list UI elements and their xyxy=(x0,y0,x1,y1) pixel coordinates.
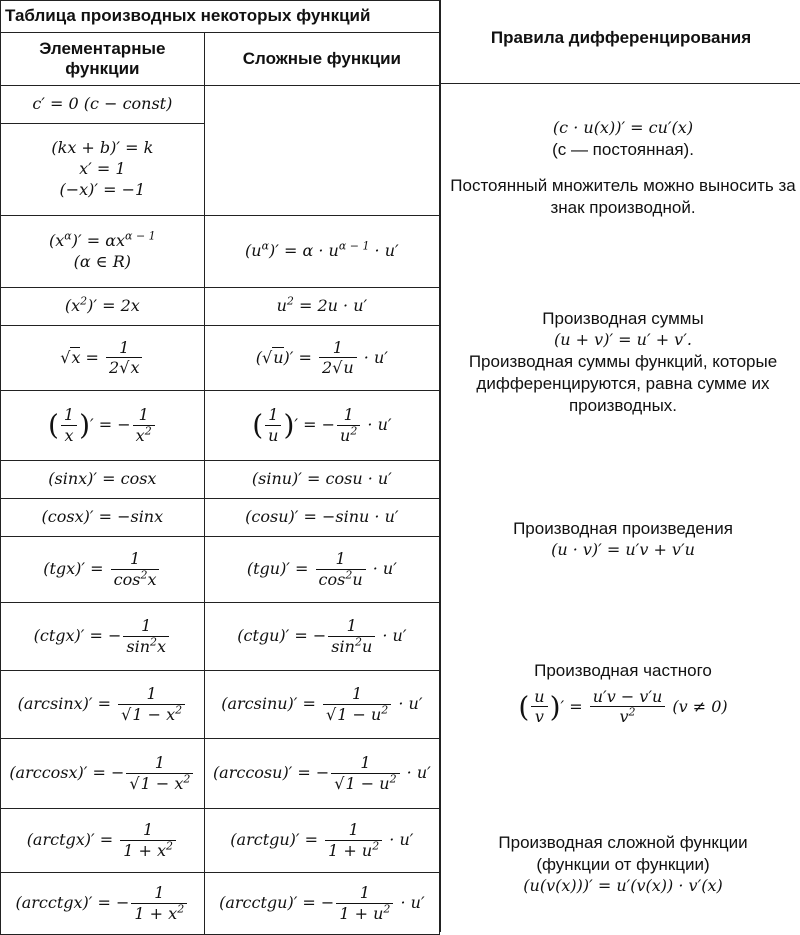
rule-product xyxy=(446,518,800,561)
table-title: Таблица производных некоторых функций xyxy=(1,1,440,33)
table-header-row xyxy=(1,33,440,86)
rule-sum-title: Производная суммы xyxy=(542,309,704,328)
formula-constant: c′ = 0 (c − const) xyxy=(1,86,205,124)
formula-arcctg: (arcctgx)′ = − $\frac{1}{1 + x^2}$ xyxy=(1,873,205,935)
table-row xyxy=(1,288,440,326)
rule-quotient xyxy=(446,660,800,727)
table-row xyxy=(1,873,440,935)
rule-constant-formula: (c · u(x))′ = cu′(x) xyxy=(552,118,694,137)
formula-power: $(x^\alpha)' = \alpha x^{\alpha - 1}$ (α ∈ R) xyxy=(1,216,205,288)
formula-arccos-complex: (arccosu)′ = − $\frac{1}{√1 - u^2}$ · u′ xyxy=(204,739,439,809)
formula-power-complex: $(u^\alpha)' = \alpha \cdot u^{\alpha - 1} \cdot u'$ xyxy=(204,216,439,288)
table-row xyxy=(1,461,440,499)
formula-sin: (sinx)′ = cosx xyxy=(1,461,205,499)
rule-constant-text: Постоянный множитель можно выносить за знак производной. xyxy=(450,175,796,217)
formula-tg: (tgx)′ = $\frac{1}{\cos^2x}$ xyxy=(1,537,205,603)
formula-cos: (cosx)′ = −sinx xyxy=(1,499,205,537)
table-row xyxy=(1,671,440,739)
formula-arccos: (arccosx)′ = − $\frac{1}{√1 - x^2}$ xyxy=(1,739,205,809)
header-complex: Сложные функции xyxy=(204,33,439,86)
rule-chain-title: Производная сложной функции (функции от функции) xyxy=(498,833,748,875)
formula-arcsin: (arcsinx)′ = $\frac{1}{√1 - x^2}$ xyxy=(1,671,205,739)
table-row xyxy=(1,216,440,288)
rule-chain-formula: (u(v(x)))′ = u′(v(x)) · v′(x) xyxy=(523,876,723,896)
rule-quotient-formula: ( $\frac{u}{v}$ )′ = $\frac{u'v - v'u}{v^2}$ (v ≠ 0) xyxy=(518,687,728,727)
rule-product-title: Производная произведения xyxy=(513,519,733,538)
table-row xyxy=(1,326,440,391)
empty-cell xyxy=(204,86,439,216)
formula-ctg: (ctgx)′ = − $\frac{1}{\sin^2x}$ xyxy=(1,603,205,671)
table-row xyxy=(1,809,440,873)
formula-reciprocal-complex: ( $\frac{1}{u}$ )′ = − $\frac{1}{u^2}$ · u′ xyxy=(204,391,439,461)
rule-constant-note: (c — постоянная). xyxy=(552,139,694,159)
rule-sum-formula: (u + v)′ = u′ + v′. xyxy=(554,330,692,350)
divider-horizontal xyxy=(440,83,800,84)
table-row xyxy=(1,86,440,124)
formula-tg-complex: (tgu)′ = $\frac{1}{\cos^2u}$ · u′ xyxy=(204,537,439,603)
quotient-numerator: u′v − v′u xyxy=(592,687,663,707)
rule-product-formula: (u · v)′ = u′v + v′u xyxy=(551,540,695,560)
formula-sqrt-complex: (√u)′ = $\frac{1}{2√u}$ · u′ xyxy=(204,326,439,391)
formula-square-complex: $u^2 = 2u \cdot u'$ xyxy=(204,288,439,326)
rules-header: Правила дифференцирования xyxy=(490,28,752,47)
formula-arctg: (arctgx)′ = $\frac{1}{1 + x^2}$ xyxy=(1,809,205,873)
formula-square: $(x^2)' = 2x$ xyxy=(1,288,205,326)
formula-cos-complex: (cosu)′ = −sinu · u′ xyxy=(204,499,439,537)
formula-linear: (kx + b)′ = k x′ = 1 (−x)′ = −1 xyxy=(1,124,205,216)
formula-arcctg-complex: (arcctgu)′ = − $\frac{1}{1 + u^2}$ · u′ xyxy=(204,873,439,935)
table-row xyxy=(1,739,440,809)
divider-vertical xyxy=(440,0,441,932)
formula-reciprocal: ( $\frac{1}{x}$ )′ = − $\frac{1}{x^2}$ xyxy=(1,391,205,461)
table-title-row xyxy=(1,1,440,33)
header-elementary: Элементарные функции xyxy=(1,33,205,86)
table-row xyxy=(1,537,440,603)
rule-sum xyxy=(446,308,800,417)
rule-quotient-title: Производная частного xyxy=(534,661,712,680)
quotient-condition: (v ≠ 0) xyxy=(672,696,728,716)
rule-chain xyxy=(446,832,800,897)
table-row xyxy=(1,603,440,671)
table-row xyxy=(1,499,440,537)
formula-sqrt: √x = $\frac{1}{2√x}$ xyxy=(1,326,205,391)
table-row xyxy=(1,391,440,461)
rule-constant xyxy=(446,118,800,219)
formula-sin-complex: (sinu)′ = cosu · u′ xyxy=(204,461,439,499)
formula-ctg-complex: (ctgu)′ = − $\frac{1}{\sin^2u}$ · u′ xyxy=(204,603,439,671)
rule-sum-text: Производная суммы функций, которые дифференцируются, равна сумме их производных. xyxy=(468,351,778,416)
formula-arctg-complex: (arctgu)′ = $\frac{1}{1 + u^2}$ · u′ xyxy=(204,809,439,873)
formula-arcsin-complex: (arcsinu)′ = $\frac{1}{√1 - u^2}$ · u′ xyxy=(204,671,439,739)
